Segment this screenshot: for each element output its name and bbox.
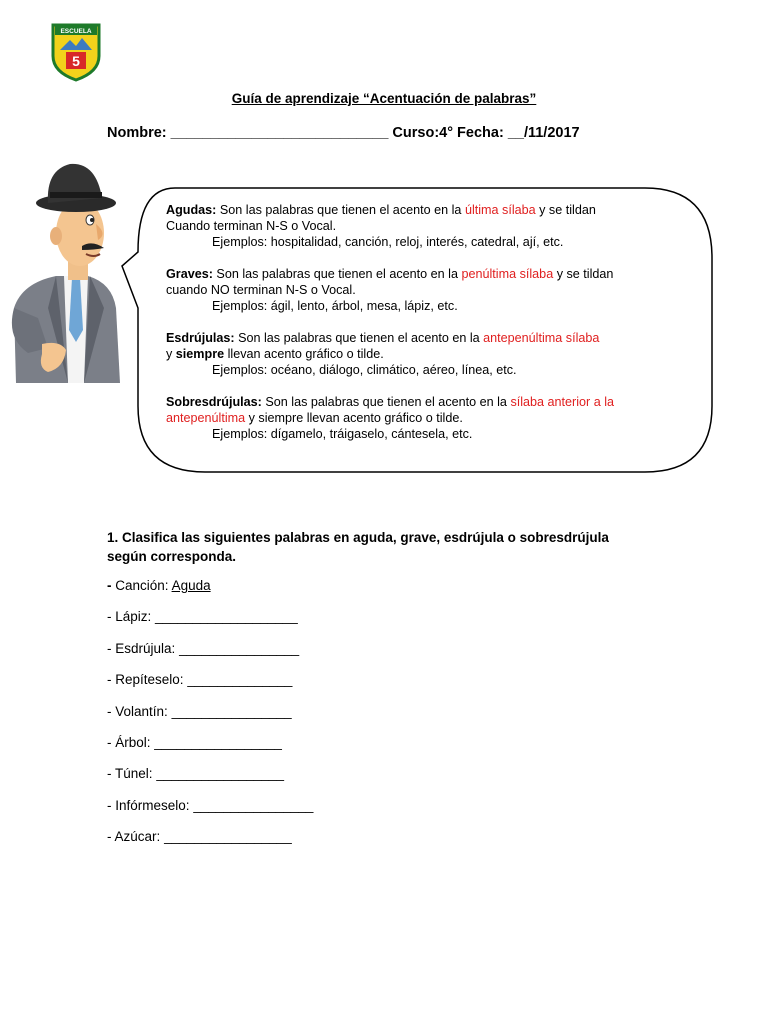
term-esdrujulas: Esdrújulas: xyxy=(166,331,235,345)
examples-sobresdrujulas: Ejemplos: dígamelo, tráigaselo, cántesela, etc. xyxy=(212,427,473,441)
examples-graves: Ejemplos: ágil, lento, árbol, mesa, lápiz, etc. xyxy=(212,299,458,313)
highlight-silaba-anterior: sílaba anterior a la xyxy=(510,395,615,409)
definition-esdrujulas: Esdrújulas: Son las palabras que tienen el acento en la antepenúltima sílaba y siempre llevan acento gráfico o tilde. Ejemplos: océano, diálogo, climático, aéreo, línea, etc. xyxy=(166,330,686,378)
examples-agudas: Ejemplos: hospitalidad, canción, reloj, interés, catedral, ají, etc. xyxy=(212,235,564,249)
fecha-value: __/11/2017 xyxy=(507,125,580,141)
page-title: Guía de aprendizaje “Acentuación de palabras” xyxy=(231,91,537,106)
highlight-antepenultima-silaba: antepenúltima sílaba xyxy=(483,331,600,345)
definition-sobresdrujulas: Sobresdrújulas: Son las palabras que tienen el acento en la sílaba anterior a la antepenúltima y siempre llevan acento gráfico o tilde. Ejemplos: dígamelo, tráigaselo, cántesela, etc. xyxy=(166,394,686,442)
nombre-line[interactable]: ___________________________ xyxy=(170,125,389,141)
exercise-list xyxy=(107,577,313,860)
list-item: - Repíteselo: ______________ xyxy=(107,672,293,688)
answer-field[interactable]: ______________ xyxy=(187,672,293,688)
list-item: - Azúcar: _________________ xyxy=(107,829,292,845)
logo-number: 5 xyxy=(72,53,80,69)
answer-field[interactable]: ________________ xyxy=(193,797,314,813)
answer-field[interactable]: _________________ xyxy=(154,734,282,750)
list-item: - Esdrújula: ________________ xyxy=(107,640,300,656)
list-item: - Infórmeselo: ________________ xyxy=(107,797,314,813)
highlight-ultima-silaba: última sílaba xyxy=(464,203,536,217)
nombre-label: Nombre: xyxy=(107,125,167,141)
examples-esdrujulas: Ejemplos: océano, diálogo, climático, aéreo, línea, etc. xyxy=(212,363,517,377)
list-item: - Canción: Aguda xyxy=(107,578,211,593)
answer-field[interactable]: _________________ xyxy=(164,829,292,845)
definition-agudas: Agudas: Son las palabras que tienen el acento en la última sílaba y se tildan Cuando terminan N-S o Vocal. Ejemplos: hospitalidad, canción, reloj, interés, catedral, ají, etc. xyxy=(166,202,686,250)
definitions-block xyxy=(166,202,686,458)
exercise-instruction: 1. Clasifica las siguientes palabras en aguda, grave, esdrújula o sobresdrújula según corresponda. xyxy=(107,530,609,564)
answer-field[interactable]: ________________ xyxy=(179,640,300,656)
curso-label: Curso:4° Fecha: xyxy=(392,125,504,141)
answer-field[interactable]: ________________ xyxy=(171,703,292,719)
term-agudas: Agudas: xyxy=(166,203,217,217)
answer-field[interactable]: ___________________ xyxy=(155,609,298,625)
header-line xyxy=(107,125,580,141)
list-item: - Volantín: ________________ xyxy=(107,703,292,719)
answer-field[interactable]: Aguda xyxy=(171,578,211,593)
logo-top-text: ESCUELA xyxy=(60,28,92,35)
list-item: - Lápiz: ___________________ xyxy=(107,609,298,625)
definition-graves: Graves: Son las palabras que tienen el acento en la penúltima sílaba y se tildan cuando NO terminan N-S o Vocal. Ejemplos: ágil, lento, árbol, mesa, lápiz, etc. xyxy=(166,266,686,314)
term-graves: Graves: xyxy=(166,267,213,281)
term-sobresdrujulas: Sobresdrújulas: xyxy=(166,395,262,409)
list-item: - Túnel: _________________ xyxy=(107,766,284,782)
answer-field[interactable]: _________________ xyxy=(156,766,284,782)
list-item: - Árbol: _________________ xyxy=(107,734,282,750)
school-logo xyxy=(50,22,102,82)
highlight-penultima-silaba: penúltima sílaba xyxy=(461,267,554,281)
